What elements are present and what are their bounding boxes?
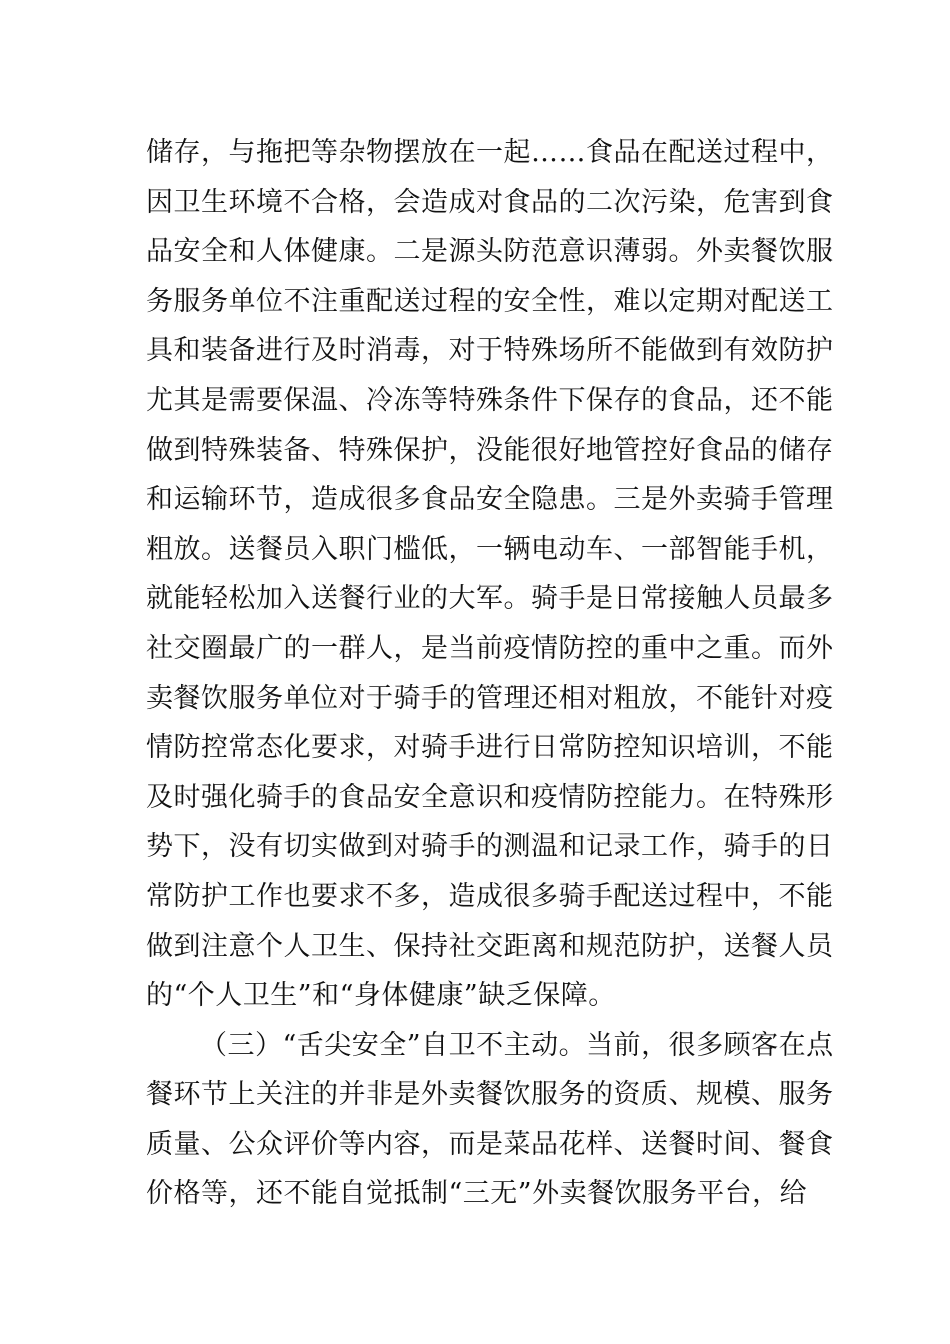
text-line: 尤其是需要保温、冷冻等特殊条件下保存的食品，还不能 [146, 384, 834, 416]
text-line: 务服务单位不注重配送过程的安全性，难以定期对配送工 [146, 285, 834, 317]
text-line: 和运输环节，造成很多食品安全隐患。三是外卖骑手管理 [146, 484, 834, 516]
text-line: 餐环节上关注的并非是外卖餐饮服务的资质、规模、服务 [146, 1079, 834, 1111]
text-line: 价格等，还不能自觉抵制“三无”外卖餐饮服务平台，给 [146, 1178, 808, 1210]
text-line: 品安全和人体健康。二是源头防范意识薄弱。外卖餐饮服 [146, 236, 834, 268]
text-line: 因卫生环境不合格，会造成对食品的二次污染，危害到食 [146, 186, 834, 218]
text-line: 就能轻松加入送餐行业的大军。骑手是日常接触人员最多 [146, 583, 834, 615]
text-line: 及时强化骑手的食品安全意识和疫情防控能力。在特殊形 [146, 781, 834, 813]
text-line: 势下，没有切实做到对骑手的测温和记录工作，骑手的日 [146, 831, 834, 863]
text-line: 做到注意个人卫生、保持社交距离和规范防护，送餐人员 [146, 930, 834, 962]
text-line: 具和装备进行及时消毒，对于特殊场所不能做到有效防护 [146, 335, 834, 367]
text-line: 储存，与拖把等杂物摆放在一起……食品在配送过程中， [146, 137, 834, 168]
paragraph-end-line: 的“个人卫生”和“身体健康”缺乏保障。 [146, 980, 616, 1012]
document-body [146, 128, 834, 1219]
text-line: 质量、公众评价等内容，而是菜品花样、送餐时间、餐食 [146, 1128, 834, 1160]
text-line: 卖餐饮服务单位对于骑手的管理还相对粗放，不能针对疫 [146, 682, 834, 714]
text-line: 社交圈最广的一群人，是当前疫情防控的重中之重。而外 [146, 632, 834, 664]
text-line: 粗放。送餐员入职门槛低，一辆电动车、一部智能手机， [146, 533, 834, 565]
text-line: 常防护工作也要求不多，造成很多骑手配送过程中，不能 [146, 880, 834, 912]
section-heading-line: （三）“舌尖安全”自卫不主动。当前，很多顾客在点 [200, 1029, 834, 1061]
text-line: 做到特殊装备、特殊保护，没能很好地管控好食品的储存 [146, 434, 834, 466]
text-line: 情防控常态化要求，对骑手进行日常防控知识培训，不能 [146, 732, 834, 764]
